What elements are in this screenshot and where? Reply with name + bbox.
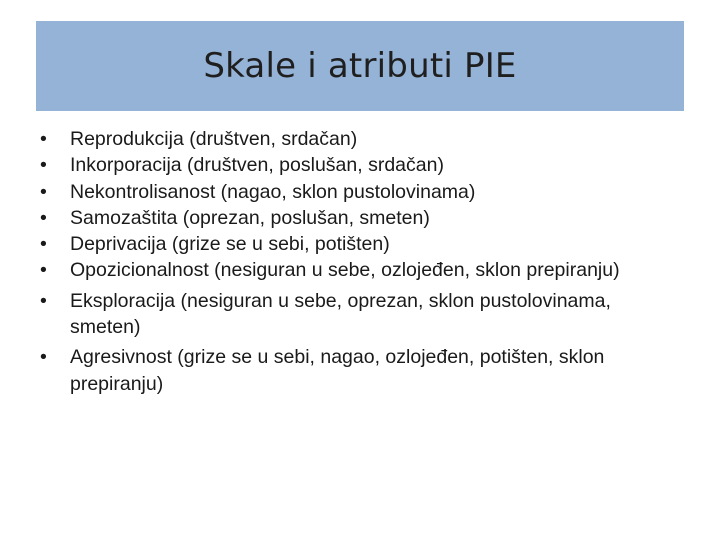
list-item-text: Agresivnost (grize se u sebi, nagao, ozlojeđen, potišten, sklon prepiranju) xyxy=(70,346,605,395)
list-item xyxy=(36,205,684,231)
list-item-text: Deprivacija (grize se u sebi, potišten) xyxy=(70,233,390,256)
slide-content xyxy=(36,126,684,506)
bullet-icon: • xyxy=(40,154,47,177)
slide-title: Skale i atributi PIE xyxy=(203,46,517,86)
list-item xyxy=(36,179,684,205)
list-item-text: Nekontrolisanost (nagao, sklon pustolovinama) xyxy=(70,180,476,203)
list-item-text: Inkorporacija (društven, poslušan, srdačan) xyxy=(70,154,444,177)
list-item-text: Opozicionalnost (nesiguran u sebe, ozlojeđen, sklon prepiranju) xyxy=(70,259,620,282)
bullet-icon: • xyxy=(40,233,47,256)
list-item-text: Eksploracija (nesiguran u sebe, oprezan, sklon pustolovinama, smeten) xyxy=(70,289,611,339)
list-item-text: Reprodukcija (društven, srdačan) xyxy=(70,128,358,150)
bullet-icon: • xyxy=(40,346,47,369)
bullet-list xyxy=(36,126,684,397)
title-bar xyxy=(36,21,684,111)
bullet-icon: • xyxy=(40,180,47,203)
bullet-icon: • xyxy=(40,206,47,229)
list-item xyxy=(36,344,684,397)
bullet-icon: • xyxy=(40,289,47,312)
list-item xyxy=(36,152,684,178)
list-item xyxy=(36,288,684,341)
list-item xyxy=(36,126,684,152)
bullet-icon: • xyxy=(40,128,47,150)
list-item-text: Samozaštita (oprezan, poslušan, smeten) xyxy=(70,206,430,229)
bullet-icon: • xyxy=(40,259,47,282)
list-item xyxy=(36,231,684,257)
list-item xyxy=(36,257,684,283)
